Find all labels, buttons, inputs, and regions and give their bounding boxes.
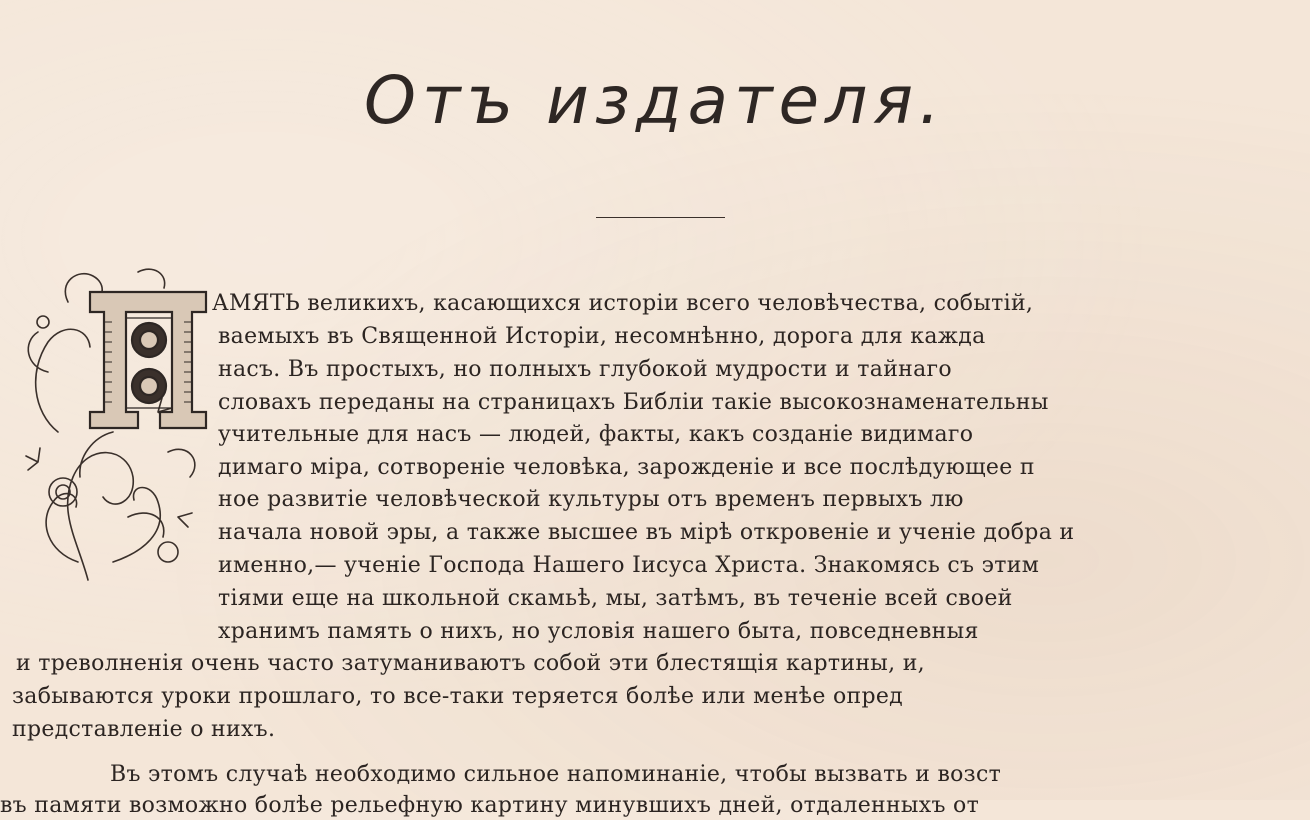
decorated-initial-letter: [18, 262, 210, 580]
text-line: Въ этомъ случаѣ необходимо сильное напоминаніе, чтобы вызвать и возст: [110, 762, 1002, 787]
page-title: Отъ издателя.: [364, 62, 946, 139]
text-line: представленіе о нихъ.: [12, 717, 276, 742]
title-rule: [596, 217, 725, 218]
text-line: словахъ переданы на страницахъ Библіи такіе высокознаменательны: [218, 390, 1049, 415]
text-line: именно,— ученіе Господа Нашего Іисуса Христа. Знакомясь съ этим: [218, 553, 1040, 578]
text-line: димаго міра, сотвореніе человѣка, зарожденіе и все послѣдующее п: [218, 455, 1035, 480]
text-line: АМЯТЬ великихъ, касающихся исторіи всего человѣчества, событій,: [212, 291, 1034, 316]
text-line: тіями еще на школьной скамьѣ, мы, затѣмъ, въ теченіе всей своей: [218, 586, 1013, 611]
text-line: ное развитіе человѣческой культуры отъ временъ первыхъ лю: [218, 487, 964, 512]
text-line: начала новой эры, а также высшее въ мірѣ откровеніе и ученіе добра и: [218, 520, 1075, 545]
text-line: насъ. Въ простыхъ, но полныхъ глубокой мудрости и тайнаго: [218, 357, 952, 382]
text-line: ваемыхъ въ Священной Исторіи, несомнѣнно, дорога для кажда: [218, 324, 986, 349]
text-line: учительные для насъ — людей, факты, какъ созданіе видимаго: [218, 422, 974, 447]
text-line: въ памяти возможно болѣе рельефную картину минувшихъ дней, отдаленныхъ от: [0, 793, 980, 818]
text-line: и треволненія очень часто затуманиваютъ собой эти блестящія картины, и,: [16, 651, 925, 676]
text-line: забываются уроки прошлаго, то все-таки теряется болѣе или менѣе опред: [12, 684, 904, 709]
text-line: хранимъ память о нихъ, но условія нашего быта, повседневныя: [218, 619, 979, 644]
letter-p-frame: [90, 292, 206, 428]
